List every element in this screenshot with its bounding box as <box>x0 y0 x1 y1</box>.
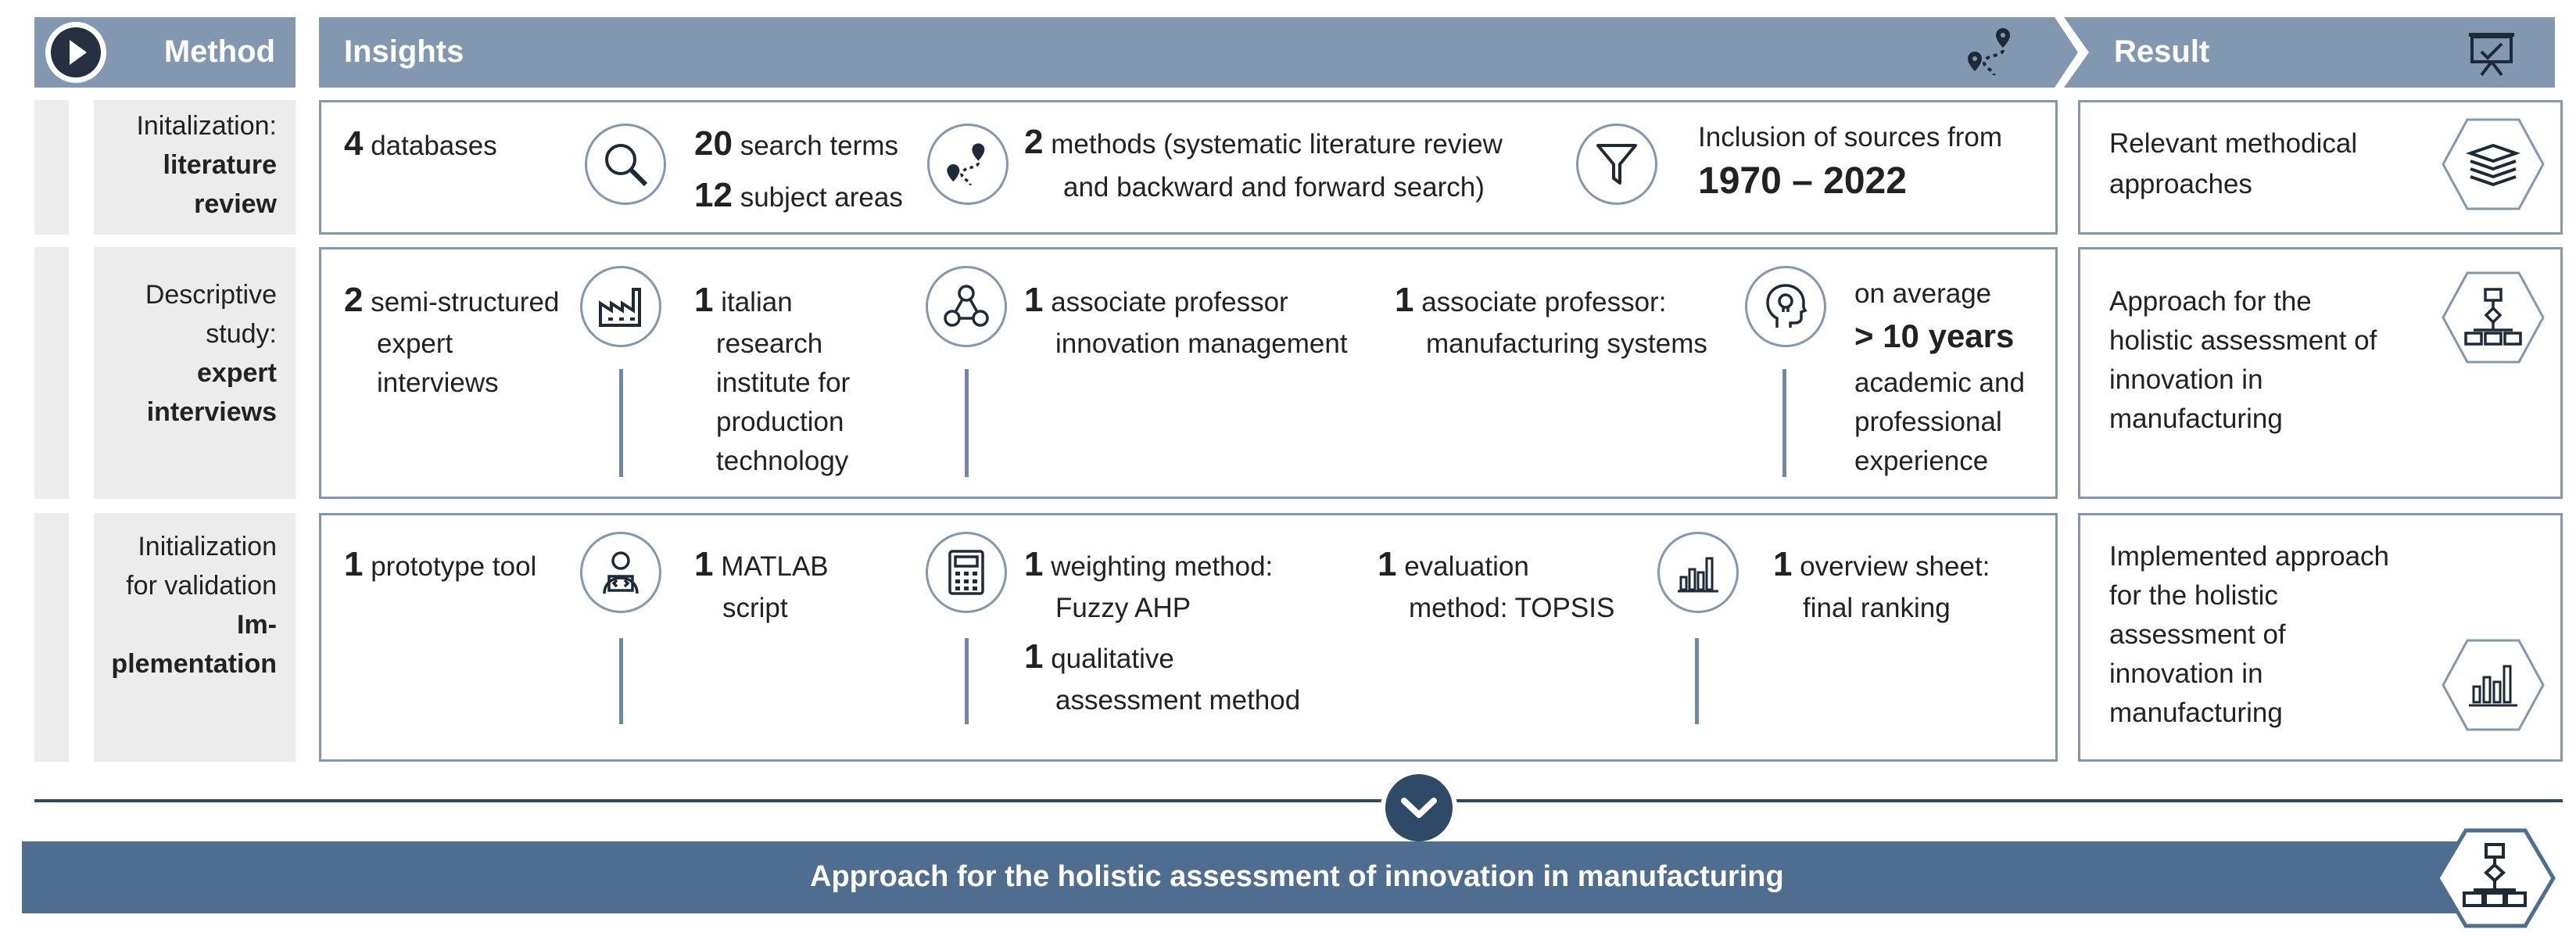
weighting-item-cont: Fuzzy AHP <box>1055 593 1191 623</box>
experience-years: > 10 years <box>1854 317 2015 354</box>
network-icon <box>926 266 1007 347</box>
evaluation-item: 1 evaluation <box>1378 545 1529 583</box>
interviews-item: 2 semi-structured <box>344 281 560 319</box>
play-icon <box>45 22 106 83</box>
row-marker-2 <box>34 247 69 499</box>
methods-item: 2 methods (systematic literature review <box>1024 123 1503 161</box>
row-label-line: Im- <box>237 610 277 640</box>
professor1-item-cont: innovation management <box>1055 328 1348 359</box>
result-line: approaches <box>2109 169 2252 199</box>
databases-item: 4 databases <box>344 124 497 163</box>
institute-item: 1 italian <box>694 281 793 319</box>
divider-line <box>965 369 969 477</box>
insights-title: Insights <box>344 34 464 69</box>
calculator-icon <box>926 532 1007 613</box>
search-terms-item: 20 search terms <box>694 124 898 163</box>
row-label-line: review <box>194 189 277 219</box>
bar-chart-icon <box>1657 532 1739 613</box>
row-label-line: Initalization: <box>136 111 277 141</box>
qualitative-item: 1 qualitative <box>1024 637 1174 676</box>
result-line: innovation in <box>2109 658 2263 689</box>
bar-chart-icon <box>2441 638 2546 732</box>
result-line: Relevant methodical <box>2109 128 2358 159</box>
institute-item-cont: research <box>716 328 823 359</box>
experience-item-cont: experience <box>1854 446 1989 476</box>
result-line: Implemented approach <box>2109 541 2389 572</box>
route-icon <box>1964 23 2019 80</box>
row-marker-3 <box>34 513 69 762</box>
prototype-item: 1 prototype tool <box>344 545 537 583</box>
row-label-line: for validation <box>126 571 277 601</box>
institute-item-cont: technology <box>716 446 849 476</box>
row-label-2 <box>94 247 296 499</box>
row-label-line: expert <box>196 358 277 388</box>
presentation-icon <box>2467 28 2516 77</box>
subject-areas-item: 12 subject areas <box>694 176 903 214</box>
row-label-line: study: <box>206 319 277 349</box>
evaluation-item-cont: method: TOPSIS <box>1409 593 1615 623</box>
filter-icon <box>1576 124 1657 205</box>
overview-item: 1 overview sheet: <box>1773 545 1990 583</box>
insights-header <box>319 17 2555 88</box>
row-label-line: literature <box>163 150 277 180</box>
methods-item-cont: and backward and forward search) <box>1063 172 1485 203</box>
magnifier-icon <box>585 124 666 205</box>
experience-item-cont: professional <box>1854 407 2002 437</box>
result-line: for the holistic <box>2109 580 2278 611</box>
row-marker-1 <box>34 100 69 235</box>
footer-title: Approach for the holistic assessment of innovation in manufacturing <box>810 860 1784 893</box>
divider-line <box>1782 369 1786 477</box>
chevron-down-icon[interactable] <box>1381 769 1457 846</box>
qualitative-item-cont: assessment method <box>1055 685 1301 716</box>
result-line: Approach for the <box>2109 286 2312 317</box>
matlab-item: 1 MATLAB <box>694 545 829 583</box>
institute-item-cont: production <box>716 407 844 437</box>
divider-line <box>965 638 969 724</box>
divider-line <box>619 638 623 724</box>
result-title: Result <box>2114 34 2210 69</box>
experience-item: on average <box>1854 278 1992 309</box>
result-line: assessment of <box>2109 619 2286 650</box>
inclusion-label: Inclusion of sources from <box>1698 122 2003 152</box>
weighting-item: 1 weighting method: <box>1024 545 1274 583</box>
matlab-item-cont: script <box>722 593 788 623</box>
experience-item-cont: academic and <box>1854 368 2025 398</box>
institute-item-cont: institute for <box>716 368 851 398</box>
result-line: manufacturing <box>2109 404 2283 434</box>
result-line: holistic assessment of <box>2109 325 2377 356</box>
head-bulb-icon <box>1745 266 1826 347</box>
section-divider <box>34 799 2563 802</box>
row-label-3 <box>94 513 296 762</box>
route-icon <box>927 124 1009 205</box>
inclusion-range: 1970 – 2022 <box>1698 160 1907 202</box>
overview-item-cont: final ranking <box>1803 593 1951 623</box>
professor2-item-cont: manufacturing systems <box>1426 328 1707 359</box>
interviews-item-cont: expert <box>377 328 453 359</box>
row-label-line: plementation <box>111 649 277 679</box>
row-label-line: interviews <box>146 397 277 427</box>
divider-line <box>1695 638 1699 724</box>
interviews-item-cont: interviews <box>377 368 499 398</box>
professor1-item: 1 associate professor <box>1024 281 1288 319</box>
row-label-line: Initialization <box>138 532 277 561</box>
professor2-item: 1 associate professor: <box>1395 281 1667 319</box>
method-title: Method <box>163 34 275 69</box>
row-label-1 <box>94 100 296 235</box>
flowchart-icon <box>2441 271 2546 364</box>
stack-icon <box>2441 117 2546 211</box>
flowchart-icon <box>2431 827 2556 929</box>
developer-icon <box>580 532 661 613</box>
factory-icon <box>580 266 661 347</box>
divider-line <box>619 369 623 477</box>
method-header <box>34 17 296 88</box>
row-label-line: Descriptive <box>145 280 277 310</box>
header-chevron <box>2055 17 2089 88</box>
result-line: innovation in <box>2109 364 2263 395</box>
result-line: manufacturing <box>2109 698 2283 728</box>
